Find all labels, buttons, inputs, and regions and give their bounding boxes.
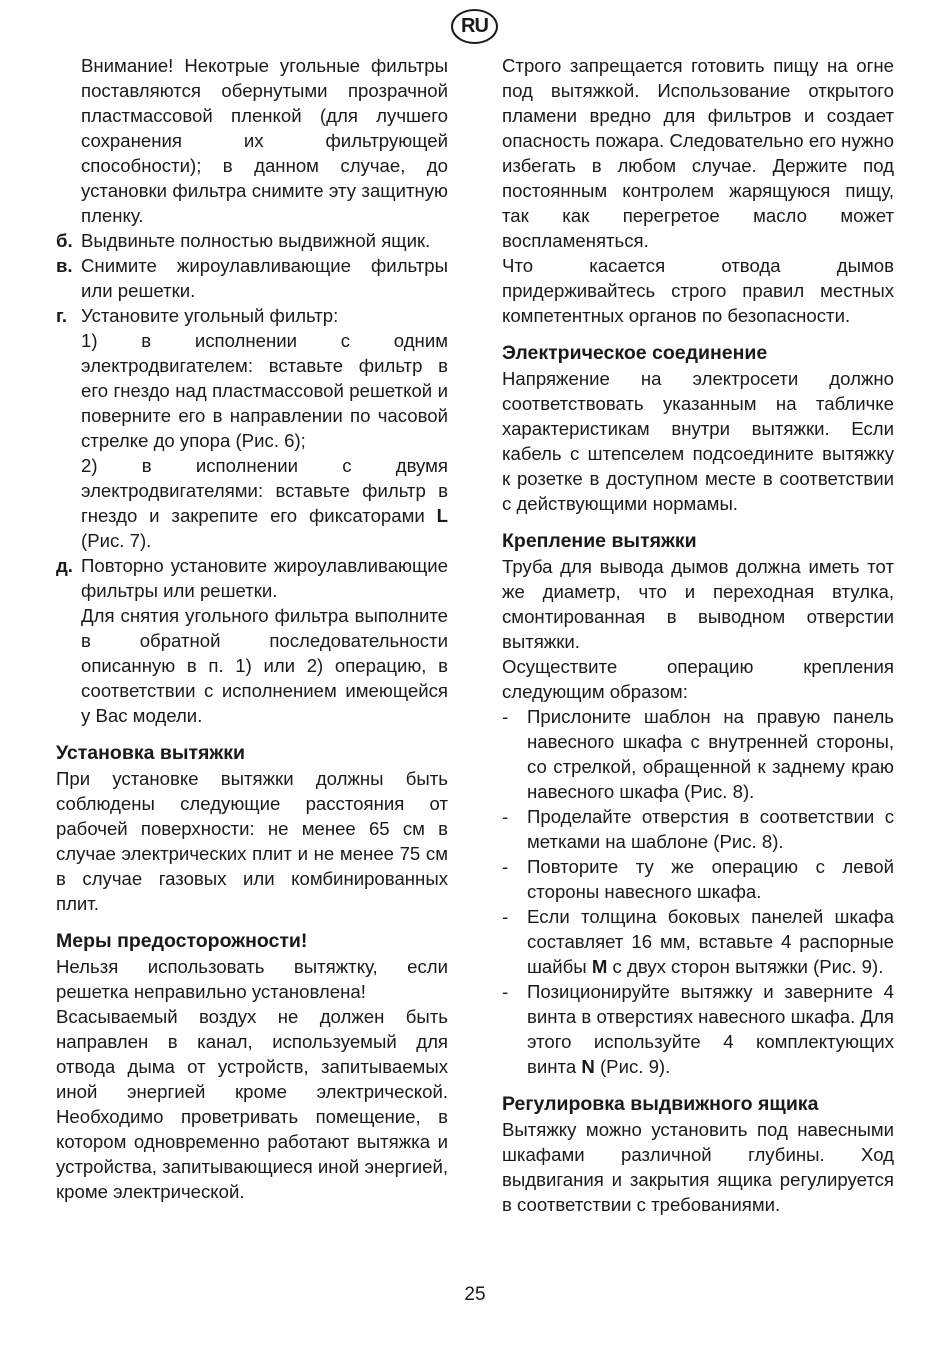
bullet-3-text: Повторите ту же операцию с левой стороны навесного шкафа. (527, 856, 894, 902)
fire-warning: Строго запрещается готовить пищу на огне под вытяжкой. Использование открытого пламени вредно для фильтров и создает опасность пожара. Следовательно его нужно избегать в любом случае. Держите под постоянным контролем жарящуюся пищу, так как перегретое масло может воспламеняться. (502, 55, 894, 251)
drawer-text: Вытяжку можно установить под навесными шкафами различной глубины. Ход выдвигания и закрытия ящика регулируется в соответствии с требованиями. (502, 1119, 894, 1215)
step-d-text: Повторно установите жироулавливающие фильтры или решетки. (81, 555, 448, 601)
step-d (56, 553, 448, 603)
mount-paragraph-1: Труба для вывода дымов должна иметь тот же диаметр, что и переходная втулка, смонтированная в выводном отверстии вытяжки. (502, 556, 894, 652)
dash-marker: - (502, 806, 509, 827)
removal-note: Для снятия угольного фильтра выполните в обратной последовательности описанную в п. 1) или 2) операцию, в соответствии с исполнением имеющейся у Вас модели. (81, 605, 448, 726)
dash-marker: - (502, 906, 509, 927)
screw-label-n: N (581, 1056, 595, 1077)
step-g-text: Установите угольный фильтр: (81, 305, 339, 326)
bullet-4-text: Если толщина боковых панелей шкафа составляет 16 мм, вставьте 4 распорные шайбы (527, 906, 894, 977)
sub-step-1: 1) в исполнении с одним электродвигателем: вставьте фильтр в его гнездо над пластмассовой решеткой и поверните его в направлении по часовой стрелке до упора (Рис. 6); (81, 330, 448, 451)
step-v-text: Снимите жироулавливающие фильтры или решетки. (81, 255, 448, 301)
list-item (502, 979, 894, 1079)
washer-label-m: M (591, 956, 608, 977)
install-heading: Установка вытяжки (56, 742, 245, 764)
sub-step-2-tail: (Рис. 7). (81, 530, 152, 551)
dash-marker: - (502, 981, 509, 1002)
mount-heading: Крепление вытяжки (502, 530, 697, 552)
list-item (502, 904, 894, 979)
language-badge: RU (451, 9, 498, 44)
caution-paragraph-2: Всасываемый воздух не должен быть направлен в канал, используемый для отвода дыма от устройств, запитываемых иной энергией кроме электрической. Необходимо проветривать помещение, в котором одновременно работают вытяжка и устройства, запитывающиеся иной энергией, кроме электрической. (56, 1006, 448, 1202)
smoke-regulations: Что касается отвода дымов придерживайтесь строго правил местных компетентных органов по безопасности. (502, 255, 894, 326)
caution-paragraph-1: Нельзя использовать вытяжтку, если решетка неправильно установлена! (56, 956, 448, 1002)
step-b-marker: б. (56, 230, 73, 251)
bullet-5-text: Позиционируйте вытяжку и заверните 4 винта в отверстиях навесного шкафа. Для этого используйте 4 комплектующих винта (527, 981, 894, 1077)
right-column (502, 53, 894, 1217)
install-text: При установке вытяжки должны быть соблюдены следующие расстояния от рабочей поверхности: не менее 65 см в случае электрических плит и не менее 75 см в случае газовых или комбинированных плит. (56, 768, 448, 914)
caution-heading: Меры предосторожности! (56, 930, 308, 952)
step-d-marker: д. (56, 555, 73, 576)
sub-step-2 (56, 453, 448, 553)
mount-paragraph-2: Осуществите операцию крепления следующим образом: (502, 656, 894, 702)
electric-heading: Электрическое соединение (502, 342, 768, 364)
step-g (56, 303, 448, 328)
step-b-text: Выдвиньте полностью выдвижной ящик. (81, 230, 431, 251)
sub-step-2-text: 2) в исполнении с двумя электродвигателями: вставьте фильтр в гнездо и закрепите его фиксаторами (81, 455, 448, 526)
dash-marker: - (502, 706, 509, 727)
list-item (502, 704, 894, 804)
bullet-1-text: Прислоните шаблон на правую панель навесного шкафа с внутренней стороны, со стрелкой, обращенной к заднему краю навесного шкафа (Рис. 8). (527, 706, 894, 802)
step-v-marker: в. (56, 255, 73, 276)
step-b (56, 228, 448, 253)
bullet-5-tail: (Рис. 9). (599, 1056, 671, 1077)
attention-note: Внимание! Некотрые угольные фильтры поставляются обернутыми прозрачной пластмассовой пленкой (для лучшего сохранения их фильтрующей способности); в данном случае, до установки фильтра снимите эту защитную пленку. (81, 55, 448, 226)
dash-marker: - (502, 856, 509, 877)
step-v (56, 253, 448, 303)
drawer-heading: Регулировка выдвижного ящика (502, 1093, 819, 1115)
left-column (56, 53, 448, 1204)
electric-text: Напряжение на электросети должно соответствовать указанным на табличке характеристикам внутри вытяжки. Если кабель с штепселем подсоедините вытяжку к розетке в доступном месте в соответствии с действующими нормамы. (502, 368, 894, 514)
fixator-label-l: L (436, 505, 448, 526)
bullet-2-text: Проделайте отверстия в соответствии с метками на шаблоне (Рис. 8). (527, 806, 894, 852)
page-number: 25 (464, 1284, 486, 1305)
list-item (502, 854, 894, 904)
step-g-marker: г. (56, 305, 68, 326)
bullet-4-tail: с двух сторон вытяжки (Рис. 9). (612, 956, 884, 977)
list-item (502, 804, 894, 854)
